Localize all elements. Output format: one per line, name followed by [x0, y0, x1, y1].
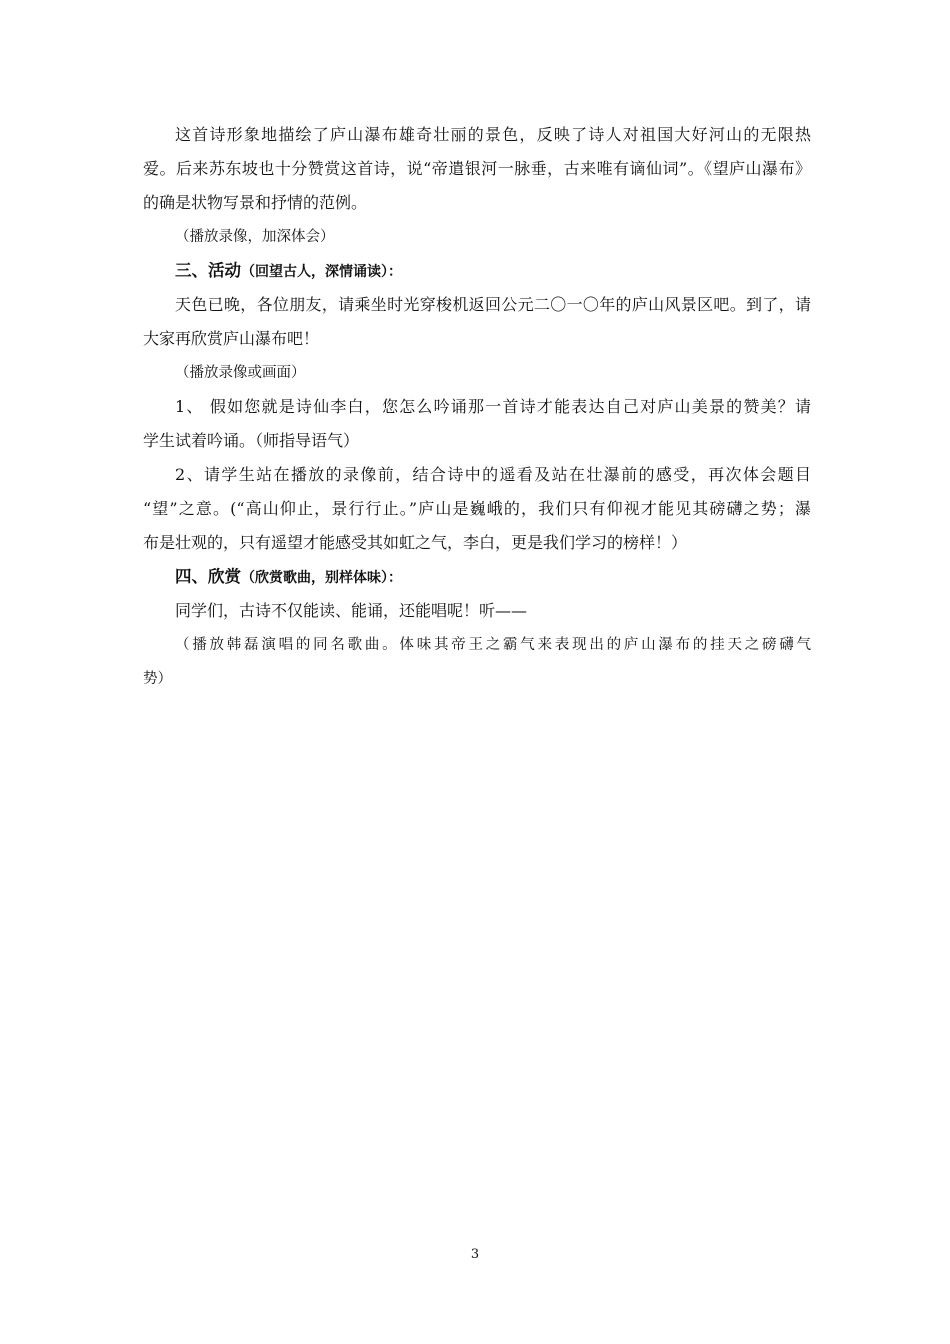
- paragraph-time-travel-line-2: 大家再欣赏庐山瀑布吧！: [143, 329, 320, 348]
- section-heading-appreciation-title: 四、欣赏: [175, 567, 241, 586]
- paragraph-poem-analysis-line-1: 这首诗形象地描绘了庐山瀑布雄奇壮丽的景色，反映了诗人对祖国大好河山的无限热: [175, 125, 811, 144]
- section-heading-appreciation-colon: ：: [388, 570, 402, 586]
- section-heading-appreciation: [143, 560, 811, 594]
- document-body: [143, 118, 811, 696]
- page-number: 3: [470, 1247, 480, 1262]
- section-heading-appreciation-subtitle: （欣赏歌曲，别样体味）: [241, 570, 388, 586]
- paragraph-poem-analysis-line-2: 爱。后来苏东坡也十分赞赏这首诗，说“帝遣银河一脉垂，古来唯有谪仙词”。《望庐山瀑布》: [143, 159, 811, 178]
- note-play-video-or-images: （播放录像或画面）: [175, 365, 306, 381]
- section-heading-activity-title: 三、活动: [175, 261, 241, 280]
- list-item-2-line-3: 布是壮观的，只有遥望才能感受其如虹之气，李白，更是我们学习的榜样！）: [143, 533, 688, 552]
- paragraph-time-travel-line-1: 天色已晚，各位朋友，请乘坐时光穿梭机返回公元二〇一〇年的庐山风景区吧。到了，请: [175, 295, 811, 314]
- section-heading-activity-subtitle: （回望古人，深情诵读）: [241, 264, 388, 280]
- note-play-video: （播放录像，加深体会）: [175, 229, 335, 245]
- list-item-2-line-1: 2、请学生站在播放的录像前，结合诗中的遥看及站在壮瀑前的感受，再次体会题目: [175, 465, 811, 484]
- list-item-2-line-2: “望”之意。(“高山仰止，景行行止。”庐山是巍峨的，我们只有仰视才能见其磅礴之势；瀑: [143, 499, 811, 518]
- paragraph-poem-analysis-line-3: 的确是状物写景和抒情的范例。: [143, 193, 368, 212]
- section-heading-activity: [143, 254, 811, 288]
- section-heading-activity-colon: ：: [388, 264, 402, 280]
- list-item-1-line-1: 1、 假如您就是诗仙李白，您怎么吟诵那一首诗才能表达自己对庐山美景的赞美？请: [175, 397, 811, 416]
- list-item-1-line-2: 学生试着吟诵。（师指导语气）: [143, 431, 360, 450]
- note-play-song-line-2: 势）: [143, 671, 172, 687]
- note-play-song-line-1: （播放韩磊演唱的同名歌曲。体味其帝王之霸气来表现出的庐山瀑布的挂天之磅礴气: [175, 637, 811, 653]
- paragraph-sing-poem: 同学们，古诗不仅能读、能诵，还能唱呢！听——: [175, 601, 528, 620]
